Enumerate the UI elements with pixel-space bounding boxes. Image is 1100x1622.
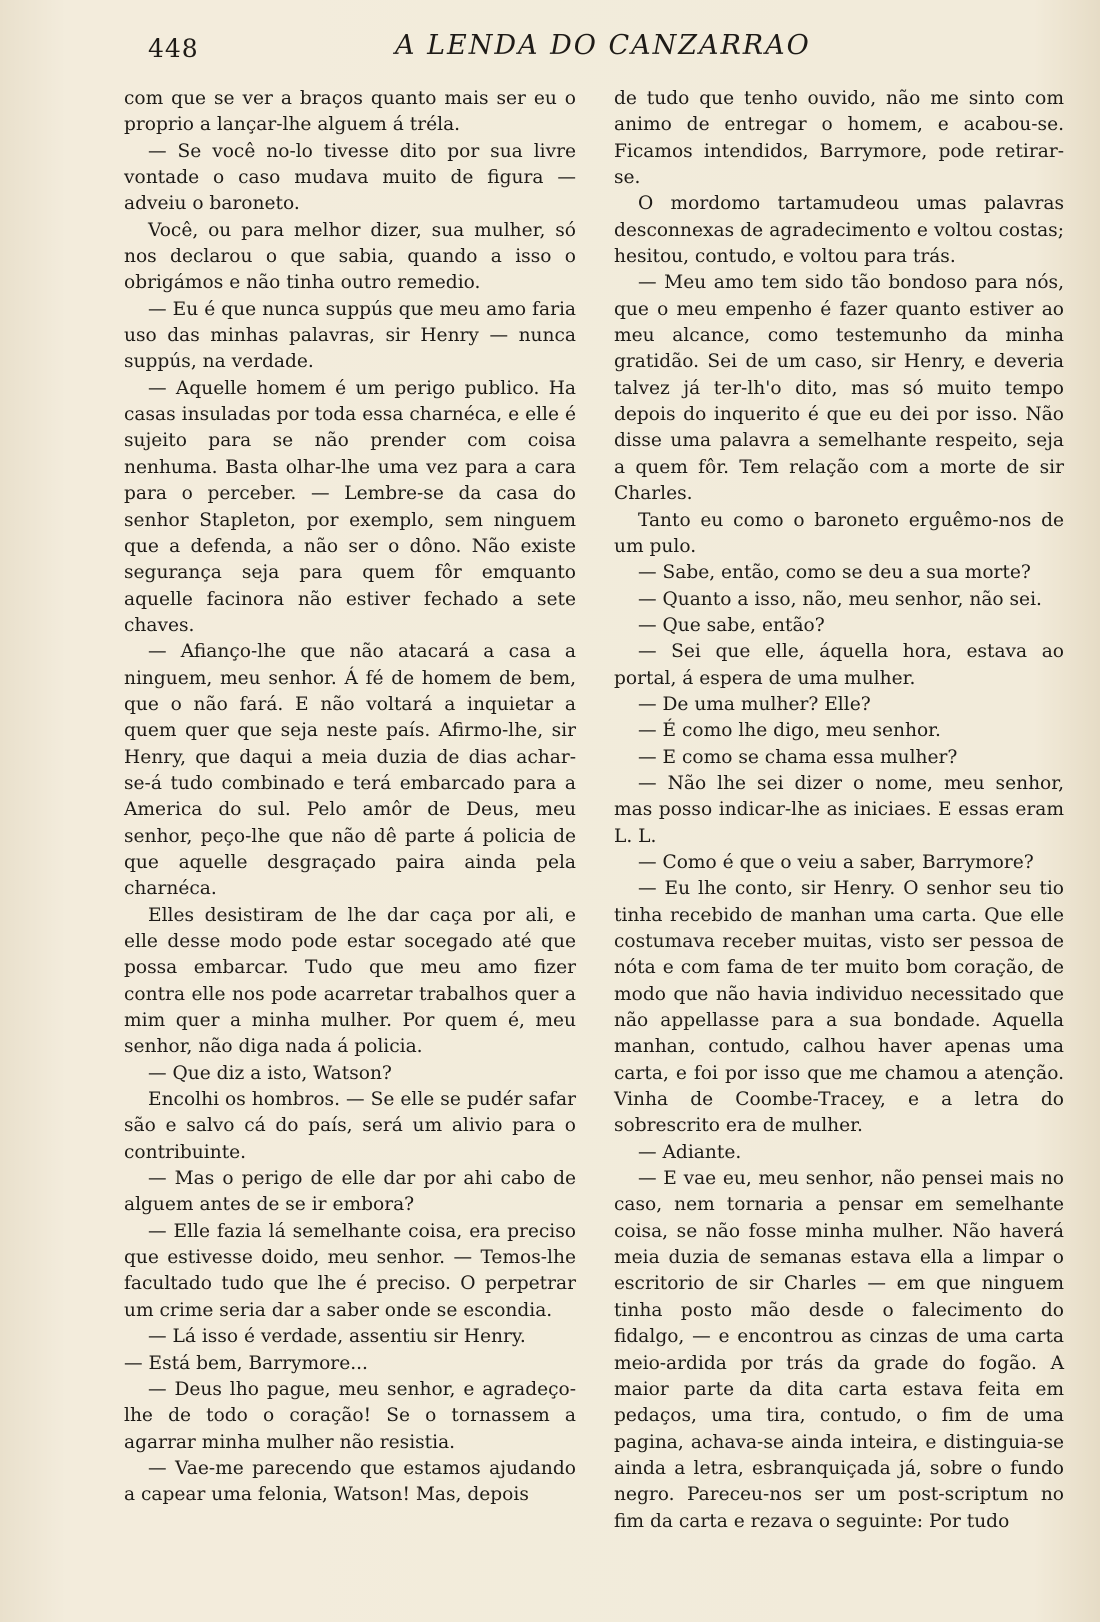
text-columns [0,86,1100,1622]
paragraph: — Aquelle homem é um perigo publico. Ha casas insuladas por toda essa charnéca, e elle é sujeito para se não prender com coisa nenhuma. Basta olhar-lhe uma vez para a cara para o perceber. — Lembre-se da casa do senhor Stapleton, por exemplo, sem ninguem que a defenda, a não ser o dôno. Não existe segurança seja para quem fôr emquanto aquelle facinora não estiver fechado a sete chaves. [124,377,576,636]
paragraph: — Lá isso é verdade, assentiu sir Henry. [148,1326,526,1348]
paragraph: — Que diz a isto, Watson? [148,1062,392,1084]
paragraph: — Eu é que nunca suppús que meu amo faria uso das minhas palavras, sir Henry — nunca suppús, na verdade. [124,298,576,373]
paragraph: — Elle fazia lá semelhante coisa, era preciso que estivesse doido, meu senhor. — Temos-lhe facultado tudo que lhe é preciso. O perpetrar um crime seria dar a saber onde se escondia. [124,1220,576,1321]
paragraph: — De uma mulher? Elle? [638,693,871,715]
paragraph: — Sabe, então, como se deu a sua morte? [638,562,1031,584]
paragraph: — Adiante. [638,1141,742,1163]
paragraph: — Não lhe sei dizer o nome, meu senhor, mas posso indicar-lhe as iniciaes. E essas eram L. L. [614,772,1064,847]
paragraph: Elles desistiram de lhe dar caça por ali, e elle desse modo pode estar socegado até que possa embarcar. Tudo que meu amo fizer contra elle nos pode acarretar trabalhos quer a mim quer a minha mulher. Por quem é, meu senhor, não diga nada á policia. [124,904,576,1058]
paragraph: — Meu amo tem sido tão bondoso para nós, que o meu empenho é fazer quanto estiver ao meu alcance, como testemunho da minha gratidão. Sei de um caso, sir Henry, e deveria talvez já ter-lh'o dito, mas só muito tempo depois do inquerito é que eu dei por isso. Não disse uma palavra a semelhante respeito, seja a quem fôr. Tem relação com a morte de sir Charles. [614,272,1064,505]
paragraph: — Vae-me parecendo que estamos ajudando a capear uma felonia, Watson! Mas, depois [124,1457,576,1506]
paragraph: — Que sabe, então? [638,614,825,636]
running-head [0,22,1100,72]
paragraph: — Sei que elle, áquella hora, estava ao portal, á espera de uma mulher. [614,641,1064,689]
paragraph: de tudo que tenho ouvido, não me sinto com animo de entregar o homem, e acabou-se. Ficamos intendidos, Barrymore, pode retirar-se. [614,88,1064,189]
paragraph: Você, ou para melhor dizer, sua mulher, só nos declarou o que sabia, quando a isso o obrigámos e não tinha outro remedio. [124,219,576,294]
paragraph: O mordomo tartamudeou umas palavras desconnexas de agradecimento e voltou costas; hesitou, contudo, e voltou para trás. [614,193,1064,268]
paragraph: — E vae eu, meu senhor, não pensei mais no caso, nem tornaria a pensar em semelhante coisa, se não fosse minha mulher. Não haverá meia duzia de semanas estava ella a limpar o escritorio de sir Charles — em que ninguem tinha posto mão desde o falecimento do fidalgo, — e encontrou as cinzas de uma carta meio-ardida por trás da grade do fogão. A maior parte da dita carta estava feita em pedaços, uma tira, contudo, o fim de uma pagina, achava-se ainda inteira, e distinguia-se ainda a letra, esbranquiçada já, sobre o fundo negro. Pareceu-nos ser um post-scriptum no fim da carta e rezava o seguinte: Por tudo [614,1168,1064,1532]
paragraph: — Está bem, Barrymore... [124,1352,368,1374]
paragraph: Encolhi os hombros. — Se elle se pudér safar são e salvo cá do país, será um alivio para o contribuinte. [124,1089,576,1163]
paragraph: — Como é que o veiu a saber, Barrymore? [638,851,1034,873]
paragraph: Tanto eu como o baroneto erguêmo-nos de um pulo. [614,509,1064,557]
paragraph: — Eu lhe conto, sir Henry. O senhor seu tio tinha recebido de manhan uma carta. Que elle costumava receber muitas, visto ser pessoa de nóta e com fama de ter muito bom coração, de modo que não havia individuo necessitado que não appellasse para a sua bondade. Aquella manhan, contudo, calhou haver apenas uma carta, e foi por isso que me chamou a atenção. Vinha de Coombe-Tracey, e a letra do sobrescrito era de mulher. [614,878,1064,1137]
running-title: A LENDA DO CANZARRAO [395,30,811,61]
paragraph: — E como se chama essa mulher? [638,746,958,768]
paragraph: — É como lhe digo, meu senhor. [638,720,941,742]
paragraph: — Quanto a isso, não, meu senhor, não sei. [638,588,1042,610]
paragraph: — Afianço-lhe que não atacará a casa a ninguem, meu senhor. Á fé de homem de bem, que o não fará. E não voltará a inquietar a quem quer que seja neste país. Afirmo-lhe, sir Henry, que daqui a meia duzia de dias achar-se-á tudo combinado e terá embarcado para a America do sul. Pelo amôr de Deus, meu senhor, peço-lhe que não dê parte á policia de que aquelle desgraçado paira ainda pela charnéca. [124,641,576,900]
page-number: 448 [148,34,199,63]
paragraph: — Se você no-lo tivesse dito por sua livre vontade o caso mudava muito de figura — adveiu o baroneto. [124,140,576,215]
right-column [614,86,1064,1535]
paragraph: com que se ver a braços quanto mais ser eu o proprio a lançar-lhe alguem á tréla. [124,88,576,136]
paragraph: — Deus lho pague, meu senhor, e agradeço-lhe de todo o coração! Se o tornassem a agarrar minha mulher não resistia. [124,1378,576,1453]
paragraph: — Mas o perigo de elle dar por ahi cabo de alguem antes de se ir embora? [124,1168,576,1216]
left-column [124,86,576,1509]
